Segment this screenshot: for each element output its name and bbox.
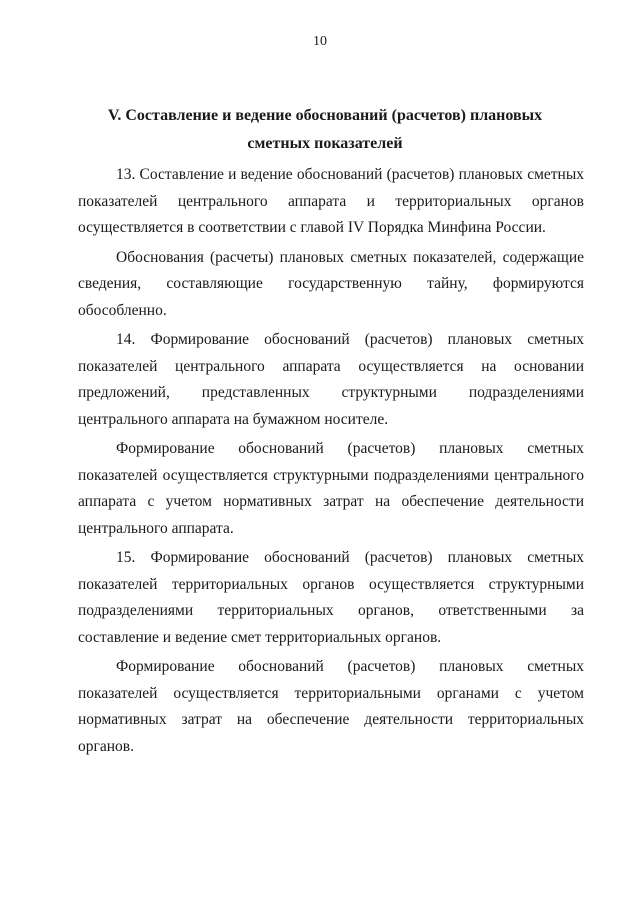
paragraph-14: 14. Формирование обоснований (расчетов) плановых сметных показателей центрального аппарата осуществляется на основании предложений, представленных структурными подразделениями центрального аппарата на бумажном носителе. bbox=[78, 331, 584, 428]
paragraph-15: 15. Формирование обоснований (расчетов) плановых сметных показателей территориальных органов осуществляется структурными подразделениями территориальных органов, ответственными за составление и ведение смет территориальных органов. bbox=[78, 549, 584, 646]
document-body bbox=[78, 162, 584, 763]
section-title: V. Составление и ведение обоснований (расчетов) плановых сметных показателей bbox=[107, 107, 543, 152]
paragraph-13: 13. Составление и ведение обоснований (расчетов) плановых сметных показателей центрального аппарата и территориальных органов осуществляется в соответствии с главой IV Порядка Минфина России. bbox=[78, 166, 584, 236]
paragraph-13-secrecy: Обоснования (расчеты) плановых сметных показателей, содержащие сведения, составляющие государственную тайну, формируются обособленно. bbox=[78, 248, 584, 319]
paragraph-14-formation: Формирование обоснований (расчетов) плановых сметных показателей осуществляется структурными подразделениями центрального аппарата с учетом нормативных затрат на обеспечение деятельности центрального аппарата. bbox=[78, 440, 584, 537]
page-number: 10 bbox=[313, 34, 327, 49]
paragraph-15-formation: Формирование обоснований (расчетов) плановых сметных показателей осуществляется территориальными органами с учетом нормативных затрат на обеспечение деятельности территориальных органов. bbox=[78, 658, 584, 755]
